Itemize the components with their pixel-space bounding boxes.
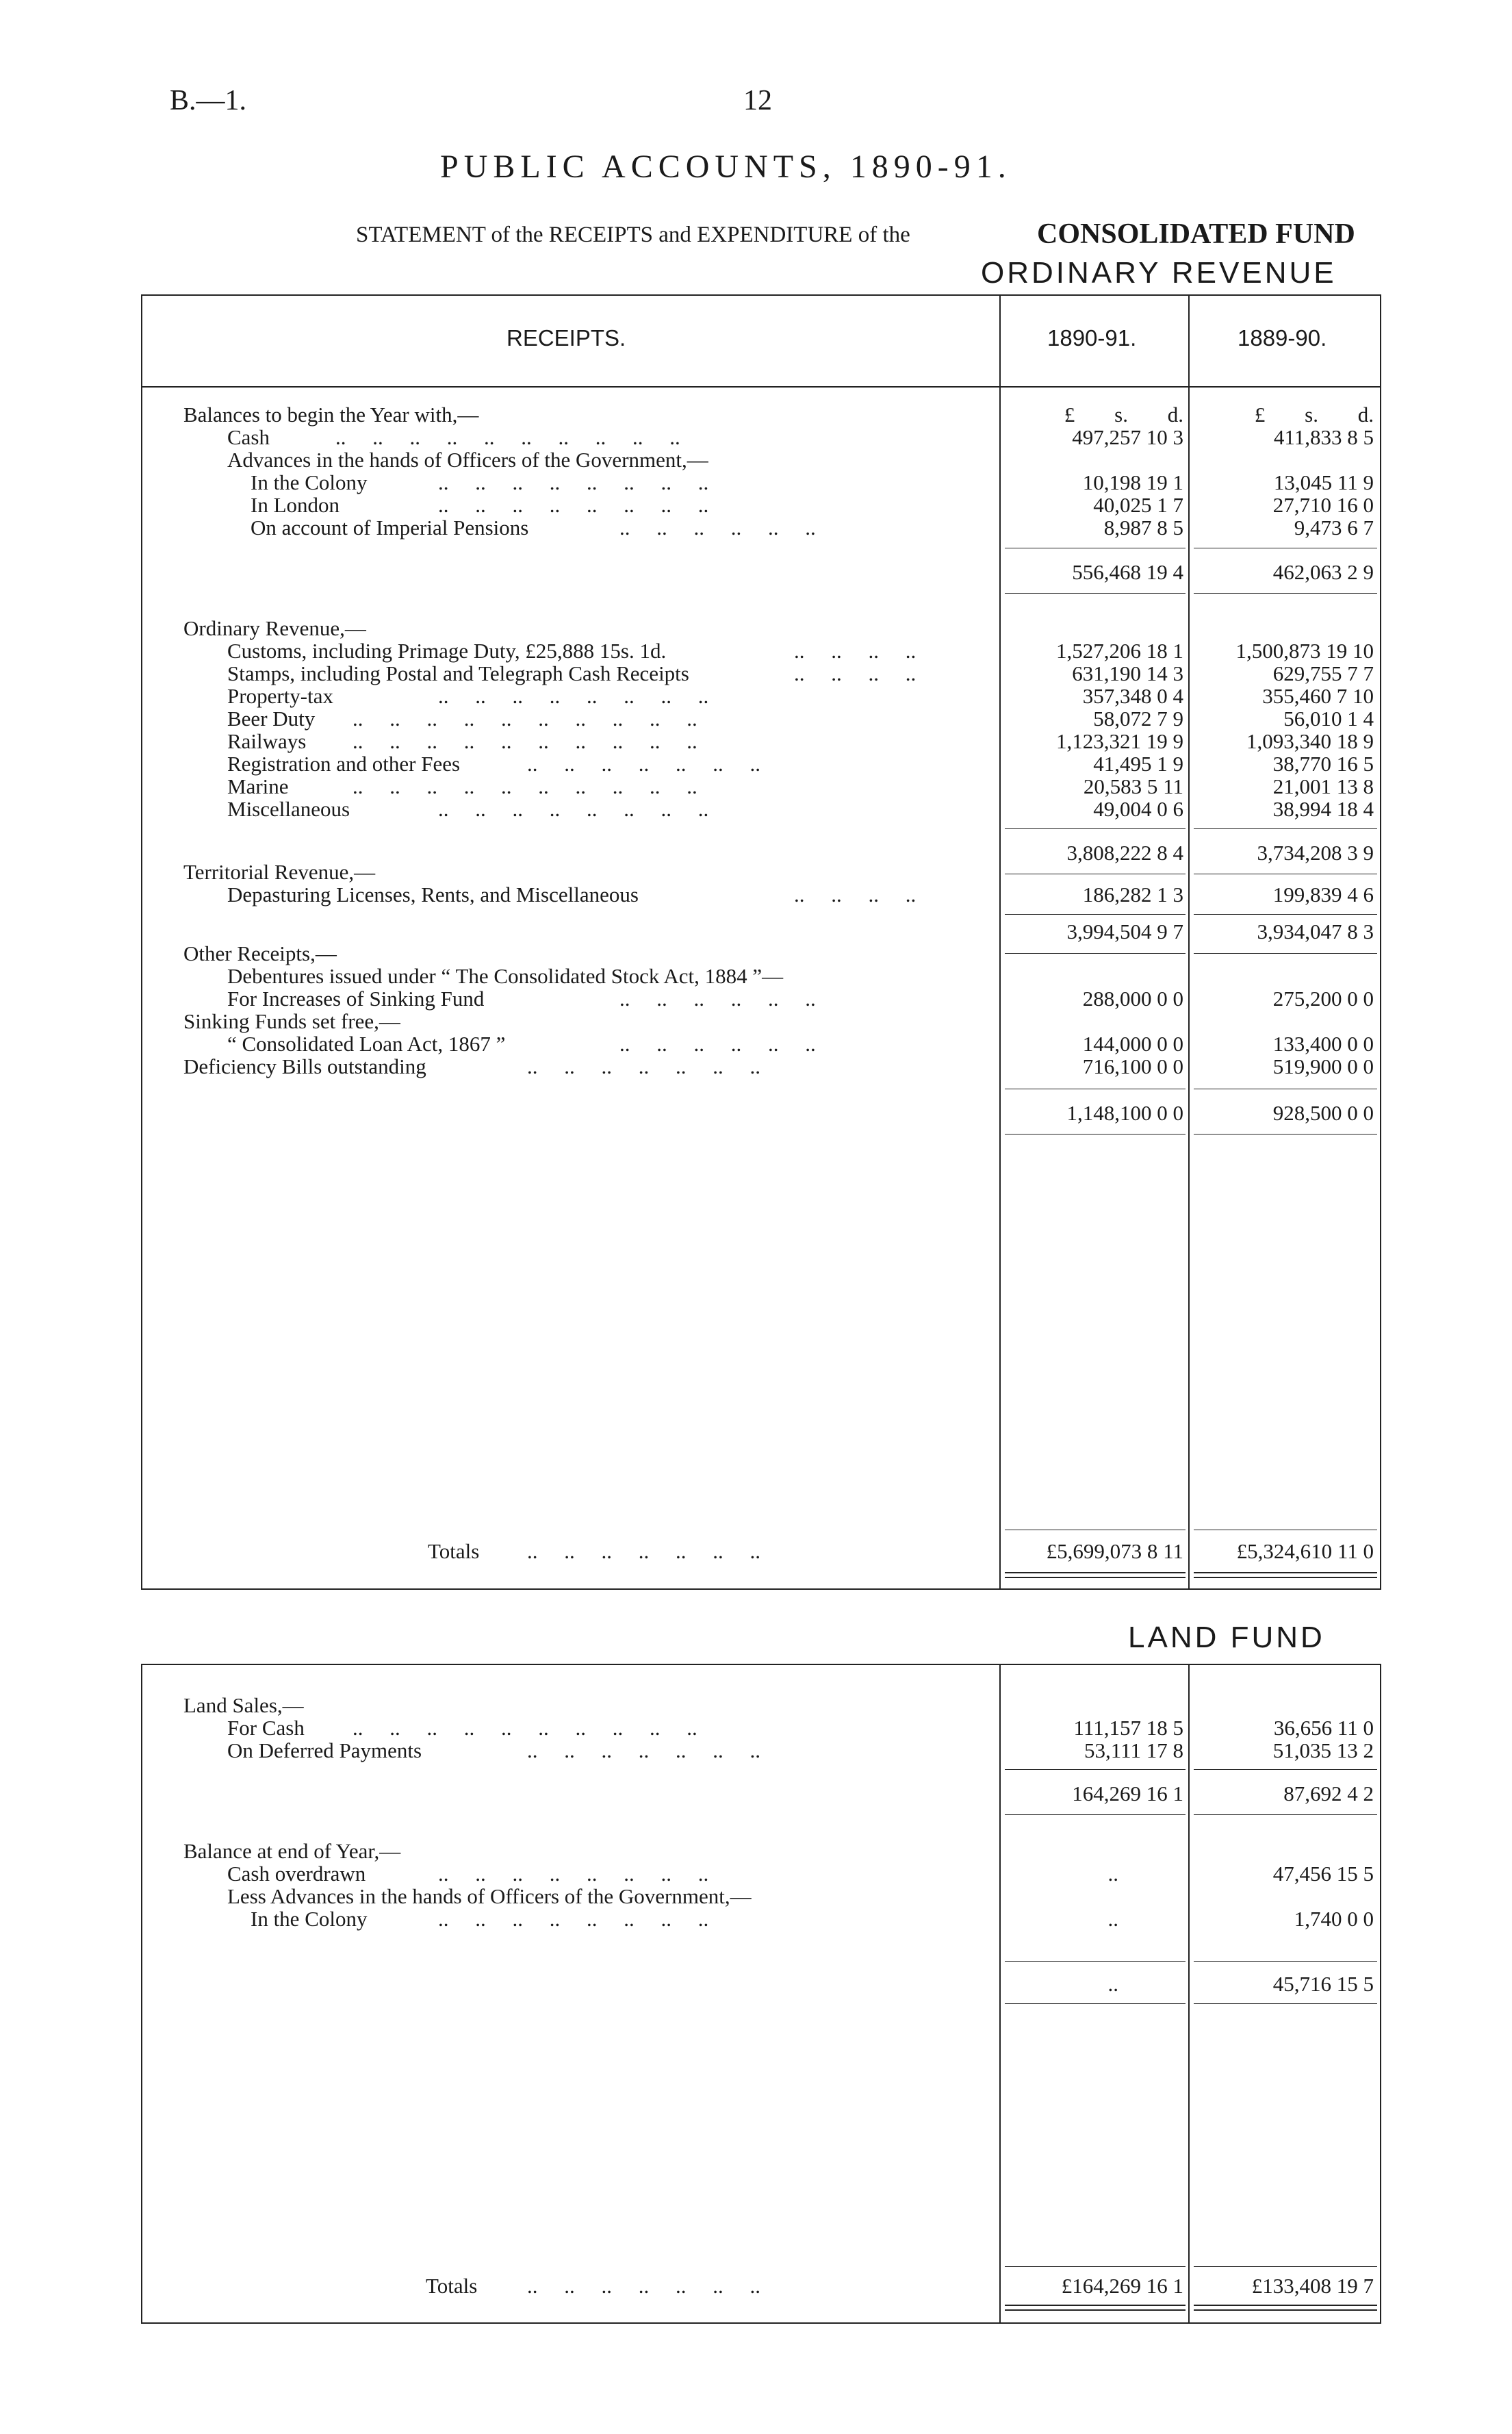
document-ref: B.—1. [170,85,247,116]
value-1890: 288,000 0 0 [1082,987,1183,1011]
subtotal-rule [1194,914,1377,915]
balance-heading: Balance at end of Year,— [183,1839,401,1863]
ordinary-revenue-title: ORDINARY REVENUE [981,256,1337,290]
leader-dots: .. .. .. .. .. .. .. .. [438,685,709,707]
value-1889: 38,994 18 4 [1272,797,1374,821]
leader-dots: .. .. .. .. .. .. .. .. [438,472,709,494]
statement-prefix: STATEMENT of the RECEIPTS and EXPENDITURE of the [356,223,910,247]
row-label: Property-tax [227,684,333,708]
row-label: Stamps, including Postal and Telegraph Cash Receipts [227,661,689,685]
value-1889: 199,839 4 6 [1272,883,1374,907]
row-label: Miscellaneous [227,797,350,821]
value-1889: 21,001 13 8 [1272,774,1374,798]
advances-heading: Advances in the hands of Officers of the Government,— [227,448,708,472]
right-border [1380,294,1381,1590]
totals-label: Totals [426,2274,478,2298]
value-1889: 519,900 0 0 [1272,1054,1374,1078]
totals-label: Totals [428,1539,480,1563]
balances-heading: Balances to begin the Year with,— [183,403,479,427]
col-divider-2 [1188,294,1190,1590]
revenue-heading: Ordinary Revenue,— [183,616,366,640]
subtotal-rule [1005,593,1186,594]
value-1889: 9,473 6 7 [1294,516,1374,540]
leader-dots: .. .. .. .. .. .. .. [527,1541,760,1562]
currency-header-2: £ s. d. [1254,403,1374,427]
leader-dots: .. .. .. .. [794,663,917,685]
subtotal-rule [1194,953,1377,954]
row-label: Railways [227,729,307,753]
value-1889: 1,093,340 18 9 [1246,729,1374,753]
leader-dots: .. .. .. .. .. .. .. [527,2275,760,2297]
row-label: Beer Duty [227,707,316,731]
value-1890: 53,111 17 8 [1084,1738,1183,1762]
value-1889: 1,740 0 0 [1294,1907,1374,1931]
value-1890: 10,198 19 1 [1082,470,1183,494]
value-1889: 629,755 7 7 [1272,661,1374,685]
subtotal-rule [1194,1961,1377,1962]
total-1890: £5,699,073 8 11 [1046,1539,1183,1563]
left-border [141,294,142,1590]
col-divider-1 [999,294,1001,1590]
leader-dots: .. .. .. .. .. .. .. .. [438,494,709,516]
col-divider-2 [1188,1664,1190,2324]
sales-heading: Land Sales,— [183,1693,304,1717]
totals-rule [1005,2266,1186,2267]
subtotal-1889: 462,063 2 9 [1272,560,1374,584]
value-1890: 111,157 18 5 [1073,1716,1183,1740]
table-header-border [141,386,1381,388]
year2-header: 1889-90. [1238,325,1327,351]
territorial-heading: Territorial Revenue,— [183,860,376,884]
subtotal-1890: 3,994,504 9 7 [1066,920,1183,943]
row-label: For Increases of Sinking Fund [227,987,485,1011]
leader-dots: .. .. .. .. [794,884,917,906]
subtotal-rule [1005,1961,1186,1962]
leader-dots: .. .. .. .. .. .. .. [527,1056,760,1078]
value-1889: 1,500,873 19 10 [1235,639,1374,663]
row-label: In the Colony [251,1907,368,1931]
leader-dots: .. .. .. .. .. .. .. [527,1740,760,1762]
value-1889: 47,456 15 5 [1272,1862,1374,1886]
leader-dots: .. .. .. .. .. .. .. .. .. .. [353,708,697,730]
leader-dots: .. .. .. .. .. .. .. .. .. .. [353,731,697,752]
subtotal-rule [1005,914,1186,915]
subtotal-1890: 164,269 16 1 [1072,1782,1183,1805]
value-1890: 497,257 10 3 [1072,425,1183,449]
value-1890: 186,282 1 3 [1082,883,1183,907]
other-heading: Other Receipts,— [183,941,337,965]
subtotal-1890: 3,808,222 8 4 [1066,841,1183,865]
leader-dots: .. .. .. .. .. .. [619,517,816,539]
value-1889: 355,460 7 10 [1262,684,1374,708]
leader-dots: .. .. .. .. .. .. .. .. .. .. [353,776,697,798]
value-1890: 58,072 7 9 [1093,707,1183,731]
totals-double-rule [1194,1572,1377,1573]
subtotal-rule [1005,1814,1186,1815]
value-1889: 275,200 0 0 [1272,987,1374,1011]
subtotal-rule [1194,1769,1377,1770]
page-number: 12 [743,85,772,116]
row-label: In London [251,493,340,517]
leader-dots: .. .. .. .. .. .. .. [527,753,760,775]
year1-header: 1890-91. [1047,325,1137,351]
statement-fund: CONSOLIDATED FUND [1037,218,1355,250]
value-1889: 51,035 13 2 [1272,1738,1374,1762]
value-1890: 357,348 0 4 [1082,684,1183,708]
row-label: Cash [227,425,270,449]
sinking-heading: Sinking Funds set free,— [183,1009,400,1033]
leader-dots: .. .. .. .. .. .. .. .. .. .. [353,1717,697,1739]
total-1890: £164,269 16 1 [1061,2274,1183,2298]
value-1889: 133,400 0 0 [1272,1032,1374,1056]
value-1889: 38,770 16 5 [1272,752,1374,776]
subtotal-1889: 928,500 0 0 [1272,1101,1374,1125]
row-label: Depasturing Licenses, Rents, and Miscellaneous [227,883,639,907]
col-divider-1 [999,1664,1001,2324]
subtotal-rule [1194,2003,1377,2004]
value-1890: 8,987 8 5 [1103,516,1183,540]
subtotal-1889: 3,734,208 3 9 [1257,841,1374,865]
value-1890: .. [1107,1862,1118,1886]
value-1889: 411,833 8 5 [1273,425,1374,449]
value-1890: 1,527,206 18 1 [1056,639,1183,663]
row-label: On Deferred Payments [227,1738,422,1762]
totals-double-rule [1005,1577,1186,1578]
subtotal-1890: 556,468 19 4 [1072,560,1183,584]
row-label: In the Colony [251,470,368,494]
currency-header-1: £ s. d. [1064,403,1183,427]
leader-dots: .. .. .. .. .. .. [619,1033,816,1055]
subtotal-1890: .. [1107,1972,1118,1996]
subtotal-1890: 1,148,100 0 0 [1066,1101,1183,1125]
table-top-border [141,1664,1381,1665]
leader-dots: .. .. .. .. .. .. .. .. [438,798,709,820]
value-1889: 27,710 16 0 [1272,493,1374,517]
leader-dots: .. .. .. .. .. .. .. .. [438,1908,709,1930]
table-bottom-border [141,2322,1381,2324]
value-1890: 41,495 1 9 [1093,752,1183,776]
table-bottom-border [141,1588,1381,1590]
left-border [141,1664,142,2324]
value-1889: 13,045 11 9 [1273,470,1374,494]
row-label: Marine [227,774,289,798]
totals-double-rule [1005,2309,1186,2311]
subtotal-rule [1005,828,1186,829]
row-label: Deficiency Bills outstanding [183,1054,426,1078]
subtotal-rule [1005,953,1186,954]
value-1890: .. [1107,1907,1118,1931]
total-1889: £5,324,610 11 0 [1236,1539,1374,1563]
row-label: On account of Imperial Pensions [251,516,529,540]
subtotal-rule [1194,1814,1377,1815]
row-label: Customs, including Primage Duty, £25,888 15s. 1d. [227,639,667,663]
leader-dots: .. .. .. .. .. .. [619,988,816,1010]
value-1890: 631,190 14 3 [1072,661,1183,685]
subtotal-1889: 87,692 4 2 [1283,1782,1374,1805]
totals-rule [1194,2266,1377,2267]
value-1890: 40,025 1 7 [1093,493,1183,517]
subtotal-1889: 45,716 15 5 [1272,1972,1374,1996]
leader-dots: .. .. .. .. .. .. .. .. .. .. [335,427,680,448]
value-1890: 49,004 0 6 [1093,797,1183,821]
totals-double-rule [1005,2305,1186,2306]
subtotal-rule [1194,593,1377,594]
table-top-border [141,294,1381,296]
row-label: For Cash [227,1716,305,1740]
row-label: Cash overdrawn [227,1862,366,1886]
land-fund-title: LAND FUND [1128,1621,1325,1654]
totals-double-rule [1005,1572,1186,1573]
subtotal-1889: 3,934,047 8 3 [1257,920,1374,943]
row-label: “ Consolidated Loan Act, 1867 ” [227,1032,506,1056]
totals-double-rule [1194,2309,1377,2311]
value-1890: 1,123,321 19 9 [1056,729,1183,753]
debentures-heading: Debentures issued under “ The Consolidated Stock Act, 1884 ”— [227,964,784,988]
value-1889: 36,656 11 0 [1273,1716,1374,1740]
subtotal-rule [1005,2003,1186,2004]
value-1889: 56,010 1 4 [1283,707,1374,731]
totals-double-rule [1194,2305,1377,2306]
totals-double-rule [1194,1577,1377,1578]
leader-dots: .. .. .. .. [794,640,917,662]
row-label: Registration and other Fees [227,752,461,776]
page-title: PUBLIC ACCOUNTS, 1890-91. [440,149,1012,185]
leader-dots: .. .. .. .. .. .. .. .. [438,1863,709,1885]
subtotal-rule [1194,828,1377,829]
receipts-header: RECEIPTS. [507,325,626,351]
less-heading: Less Advances in the hands of Officers of the Government,— [227,1884,752,1908]
right-border [1380,1664,1381,2324]
total-1889: £133,408 19 7 [1251,2274,1374,2298]
value-1890: 144,000 0 0 [1082,1032,1183,1056]
subtotal-rule [1005,1769,1186,1770]
value-1890: 20,583 5 11 [1083,774,1183,798]
value-1890: 716,100 0 0 [1082,1054,1183,1078]
